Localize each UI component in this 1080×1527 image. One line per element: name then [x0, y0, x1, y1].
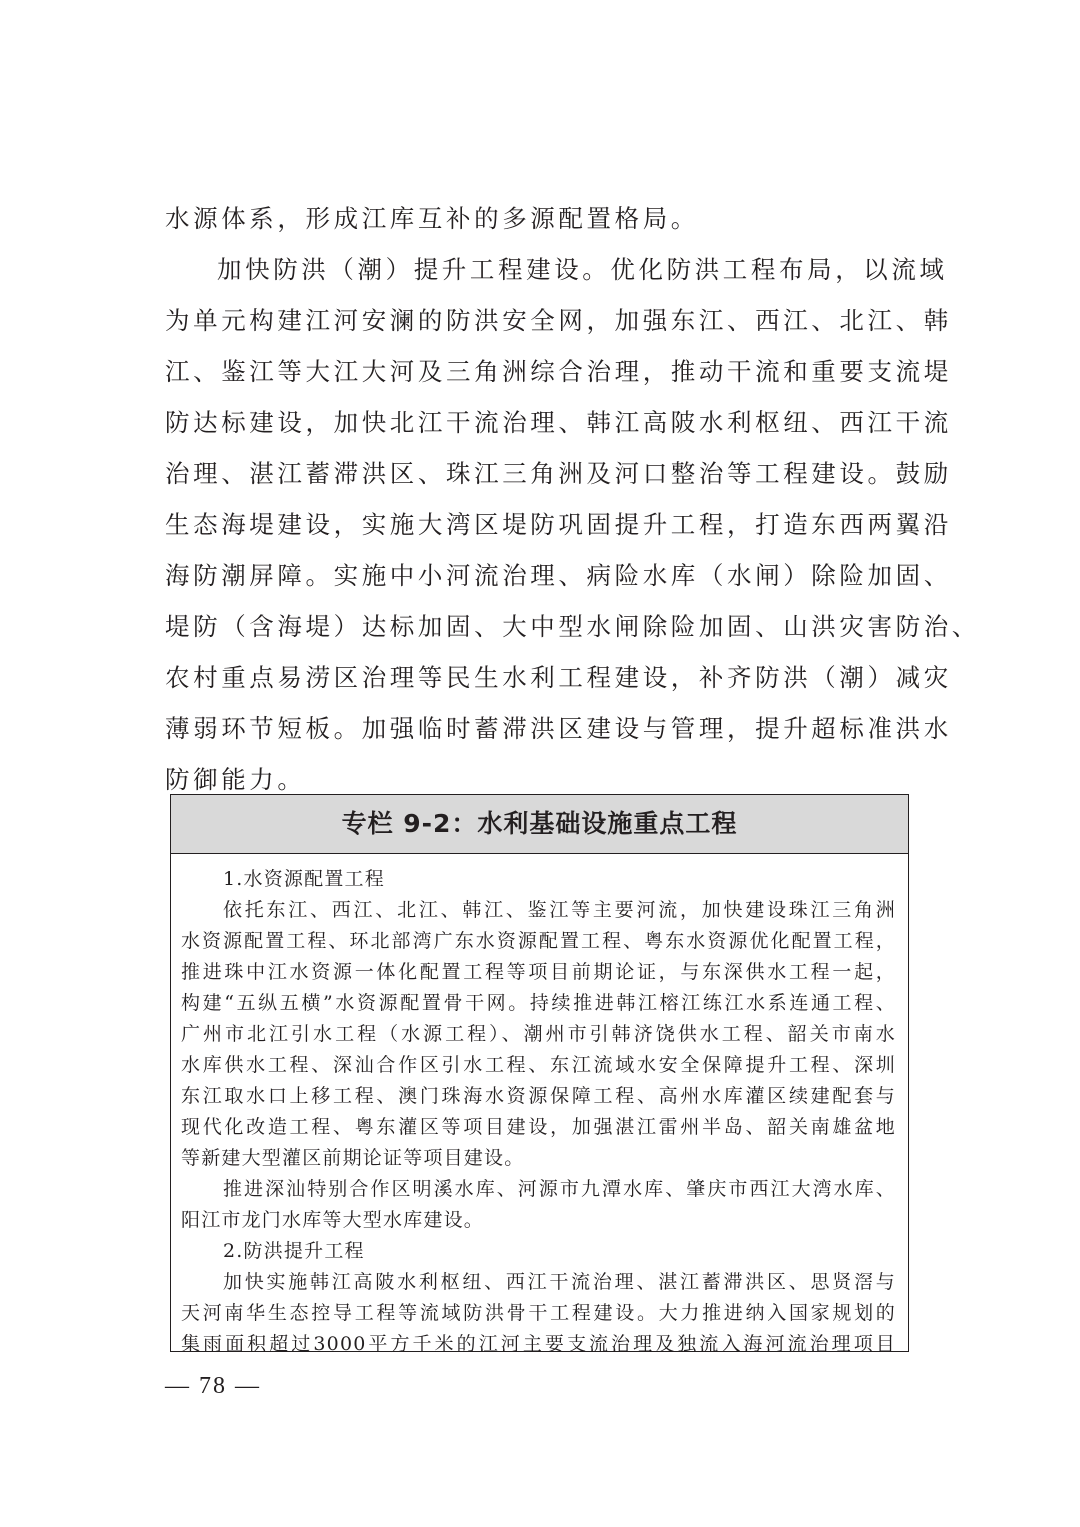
- text-line: 加快防洪（潮）提升工程建设。优化防洪工程布局，以流域: [217, 255, 948, 284]
- body-text: [165, 193, 980, 805]
- text-line: 治理、湛江蓄滞洪区、珠江三角洲及河口整治等工程建设。鼓励: [165, 459, 952, 488]
- text-line: 为单元构建江河安澜的防洪安全网，加强东江、西江、北江、韩: [165, 306, 952, 335]
- box-line: 构建“五纵五横”水资源配置骨干网。持续推进韩江榕江练江水系连通工程、: [181, 992, 896, 1014]
- box-line: 阳江市龙门水库等大型水库建设。: [181, 1209, 485, 1231]
- text-line: 生态海堤建设，实施大湾区堤防巩固提升工程，打造东西两翼沿: [165, 510, 952, 539]
- box-line: 东江取水口上移工程、澳门珠海水资源保障工程、高州水库灌区续建配套与: [181, 1085, 896, 1107]
- box-line: 广州市北江引水工程（水源工程）、潮州市引韩济饶供水工程、韶关市南水: [181, 1023, 896, 1045]
- feature-box-title: 专栏 9-2：水利基础设施重点工程: [171, 795, 908, 854]
- box-line: 等新建大型灌区前期论证等项目建设。: [181, 1147, 525, 1169]
- box-line: 现代化改造工程、粤东灌区等项目建设，加强湛江雷州半岛、韶关南雄盆地: [181, 1116, 896, 1138]
- text-line: 水源体系，形成江库互补的多源配置格局。: [165, 204, 699, 233]
- box-line: 天河南华生态控导工程等流域防洪骨干工程建设。大力推进纳入国家规划的: [181, 1302, 896, 1324]
- feature-box-body: [171, 854, 908, 1360]
- box-line: 集雨面积超过3000平方千米的江河主要支流治理及独流入海河流治理项目: [181, 1333, 896, 1355]
- box-line: 依托东江、西江、北江、韩江、鉴江等主要河流，加快建设珠江三角洲: [223, 899, 896, 921]
- section-heading: 1.水资源配置工程: [223, 868, 385, 890]
- text-line: 薄弱环节短板。加强临时蓄滞洪区建设与管理，提升超标准洪水: [165, 714, 952, 743]
- paragraph-1: [165, 193, 917, 244]
- text-line: 江、鉴江等大江大河及三角洲综合治理，推动干流和重要支流堤: [165, 357, 952, 386]
- box-line: 加快实施韩江高陂水利枢纽、西江干流治理、湛江蓄滞洪区、思贤滘与: [223, 1271, 896, 1293]
- box-line: 推进珠中江水资源一体化配置工程等项目前期论证，与东深供水工程一起，: [181, 961, 896, 983]
- text-line: 海防潮屏障。实施中小河流治理、病险水库（水闸）除险加固、: [165, 561, 952, 590]
- box-line: 水库供水工程、深汕合作区引水工程、东江流域水安全保障提升工程、深圳: [181, 1054, 896, 1076]
- section-heading: 2.防洪提升工程: [223, 1240, 365, 1262]
- text-line: 防达标建设，加快北江干流治理、韩江高陂水利枢纽、西江干流: [165, 408, 952, 437]
- text-line: 堤防（含海堤）达标加固、大中型水闸除险加固、山洪灾害防治、: [165, 612, 980, 641]
- box-line: 水资源配置工程、环北部湾广东水资源配置工程、粤东水资源优化配置工程，: [181, 930, 896, 952]
- feature-box: [170, 794, 909, 1355]
- box-line: 推进深汕特别合作区明溪水库、河源市九潭水库、肇庆市西江大湾水库、: [223, 1178, 896, 1200]
- page-number: — 78 —: [165, 1373, 261, 1399]
- text-line: 防御能力。: [165, 765, 306, 794]
- text-line: 农村重点易涝区治理等民生水利工程建设，补齐防洪（潮）减灾: [165, 663, 952, 692]
- paragraph-2: [165, 244, 980, 805]
